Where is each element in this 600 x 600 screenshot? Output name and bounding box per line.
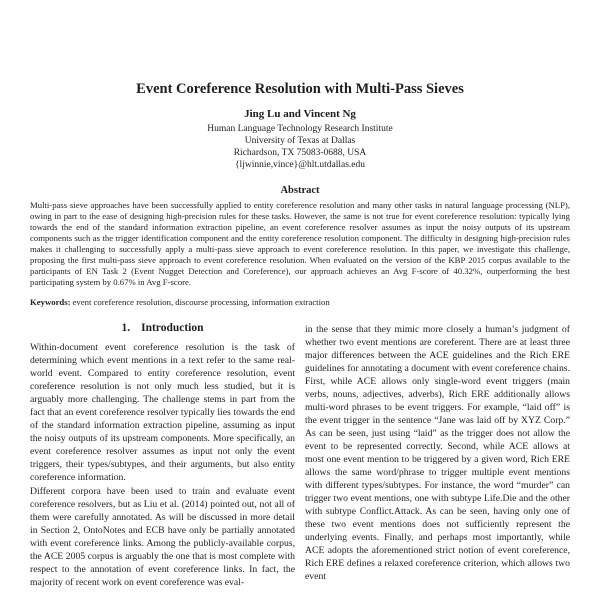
affiliation-block	[30, 123, 570, 171]
authors-line: Jing Lu and Vincent Ng	[244, 108, 356, 120]
keywords-text: event coreference resolution, discourse processing, information extraction	[72, 297, 330, 307]
column-left	[30, 321, 295, 589]
affiliation-university: University of Texas at Dallas	[244, 136, 356, 146]
intro-paragraph-3: in the sense that they mimic more closely a human’s judgment of whether two event mentions are coreferent. There are at least three major differences between the ACE guidelines and the Rich ERE guidelines for annotating a document with event coreference chains. First, while ACE allows only single-word event triggers (main verbs, nouns, adjectives, adverbs), Rich ERE additionally allows multi-word phrases to be event triggers. For example, “laid off” is the event trigger in the sentence “Jane was laid off by XYZ Corp.” As can be seen, just using “laid” as the trigger does not allow the event to be represented correctly. Second, while ACE allows at most one event mention to be triggered by a given word, Rich ERE allows the same word/phrase to trigger multiple event mentions with different types/subtypes. For instance, the word “murder” can trigger two event mentions, one with subtype Life.Die and the other with subtype Conflict.Attack. As can be seen, having only one of these two event mentions does not sufficiently represent the underlying events. Finally, and perhaps most importantly, while ACE adopts the aforementioned strict notion of event coreference, Rich ERE defines a relaxed coreference criterion, which allows two event	[305, 324, 570, 582]
affiliation-email: {ljwinnie,vince}@hlt.utdallas.edu	[235, 160, 365, 170]
affiliation-address: Richardson, TX 75083-0688, USA	[233, 148, 367, 158]
abstract-text: Multi-pass sieve approaches have been successfully applied to entity coreference resolution and many other tasks in natural language processing (NLP), owing in part to the ease of designing high-precision rules for these tasks. However, the same is not true for event coreference resolution: typically lying towards the end of the standard information extraction pipeline, an event coreference resolver assumes as input the noisy outputs of its upstream components such as the trigger identification component and the entity coreference resolution component. The difficulty in designing high-precision rules makes it challenging to successfully apply a multi-pass sieve approach to event coreference resolution. In this paper, we investigate this challenge, proposing the first multi-pass sieve approach to event coreference resolution. When evaluated on the version of the KBP 2015 corpus available to the participants of EN Task 2 (Event Nugget Detection and Coreference), our approach achieves an Avg F-score of 40.32%, outperforming the best participating system by 0.67% in Avg F-score.	[30, 200, 570, 287]
column-right	[305, 321, 570, 589]
section-1-number: 1.	[121, 322, 131, 334]
affiliation-institute: Human Language Technology Research Institute	[207, 124, 393, 134]
abstract-heading: Abstract	[280, 185, 320, 196]
intro-paragraph-2: Different corpora have been used to train and evaluate event coreference resolvers, but as Liu et al. (2014) pointed out, not all of them were carefully annotated. As will be discussed in more detail in Section 2, OntoNotes and ECB have only be partially annotated with event coreference links. Among the publicly-available corpus, the ACE 2005 corpus is arguably the one that is most complete with respect to the annotation of event coreference links. In fact, the majority of recent work on event coreference was eval-	[30, 486, 295, 588]
intro-paragraph-1: Within-document event coreference resolution is the task of determining which event mentions in a text refer to the same real-world event. Compared to entity coreference resolution, event coreference resolution is not only much less studied, but it is arguably more challenging. The challenge stems in part from the fact that an event coreference resolver typically lies towards the end of the standard information extraction pipeline, assuming as input the noisy outputs of its upstream components. More specifically, an event coreference resolver assumes as input not only the event triggers, their types/subtypes, and their arguments, but also entity coreference information.	[30, 342, 295, 483]
keywords-label: Keywords:	[30, 297, 71, 307]
keywords-line	[30, 297, 570, 308]
section-1-heading	[30, 321, 295, 336]
section-1-title: Introduction	[141, 322, 204, 334]
paper-title: Event Coreference Resolution with Multi-Pass Sieves	[136, 81, 464, 97]
two-column-body	[30, 321, 570, 589]
